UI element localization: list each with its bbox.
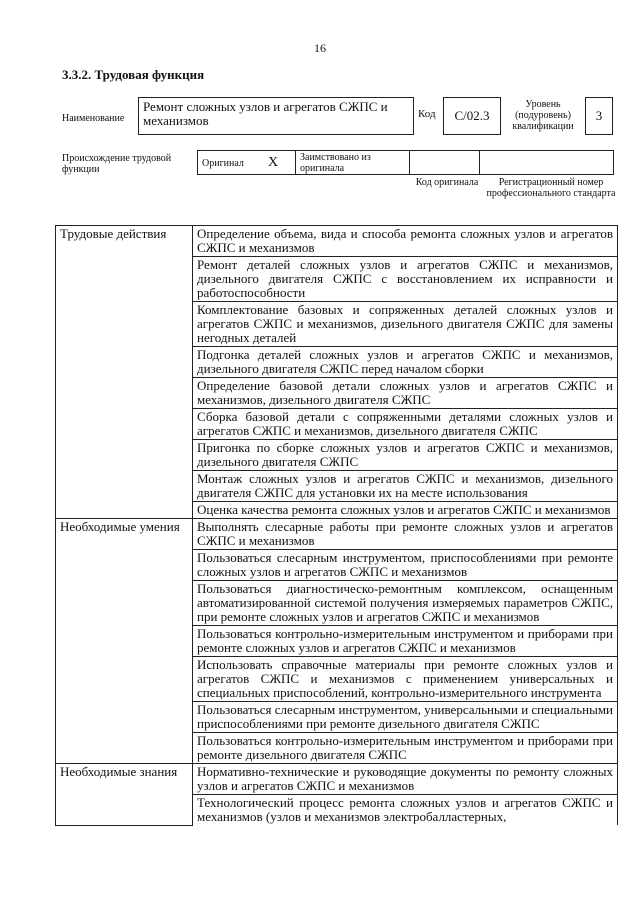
section-title: 3.3.2. Трудовая функция	[62, 67, 205, 82]
name-value: Ремонт сложных узлов и агрегатов СЖПС и механизмов	[138, 97, 414, 135]
section-item: Монтаж сложных узлов и агрегатов СЖПС и механизмов, дизельного двигателя СЖПС для установки их на месте использования	[193, 471, 618, 502]
code-label: Код	[418, 108, 436, 120]
level-label: Уровень (подуровень) квалификации	[512, 99, 574, 132]
section-item: Определение базовой детали сложных узлов и агрегатов СЖПС и механизмов, дизельного двигателя СЖПС	[193, 378, 618, 409]
section-item: Пользоваться слесарным инструментом, универсальными и специальными приспособлениями при ремонте дизельного двигателя СЖПС	[193, 702, 618, 733]
code-original-caption: Код оригинала	[415, 177, 479, 188]
section-item: Нормативно-технические и руководящие документы по ремонту сложных узлов и агрегатов СЖПС и механизмов	[193, 764, 618, 795]
function-table	[55, 225, 618, 826]
table-row	[56, 519, 618, 550]
borrowed-cell	[296, 151, 410, 174]
origin-label: Происхождение трудовой функции	[62, 153, 172, 175]
table-row	[56, 764, 618, 795]
section-item: Оценка качества ремонта сложных узлов и агрегатов СЖПС и механизмов	[193, 502, 618, 519]
original-mark: X	[268, 155, 279, 170]
section-item: Выполнять слесарные работы при ремонте сложных узлов и агрегатов СЖПС и механизмов	[193, 519, 618, 550]
original-label: Оригинал	[202, 158, 244, 169]
origin-table	[197, 150, 614, 175]
section-item: Комплектование базовых и сопряженных деталей сложных узлов и агрегатов СЖПС и механизмов, дизельного двигателя СЖПС для замены негодных деталей	[193, 302, 618, 347]
section-item: Пользоваться контрольно-измерительным инструментом и приборами при ремонте сложных узлов и агрегатов СЖПС и механизмов	[193, 626, 618, 657]
page-number: 16	[314, 41, 326, 55]
level-value: 3	[585, 97, 613, 135]
section-item: Пользоваться диагностическо-ремонтным комплексом, оснащенным автоматизированной системой получения измеряемых параметров СЖПС, при ремонте сложных узлов и агрегатов СЖПС и механизмов	[193, 581, 618, 626]
code-original-cell	[410, 151, 480, 174]
section-item: Сборка базовой детали с сопряженными деталями сложных узлов и агрегатов СЖПС и механизмов, дизельного двигателя СЖПС	[193, 409, 618, 440]
section-category: Необходимые знания	[56, 764, 193, 826]
name-label: Наименование	[62, 113, 125, 124]
section-item: Определение объема, вида и способа ремонта сложных узлов и агрегатов СЖПС и механизмов	[193, 226, 618, 257]
section-item: Пользоваться слесарным инструментом, приспособлениями при ремонте сложных узлов и агрегатов СЖПС и механизмов	[193, 550, 618, 581]
section-item: Ремонт деталей сложных узлов и агрегатов СЖПС и механизмов, дизельного двигателя СЖПС с восстановлением их исправности и работоспособности	[193, 257, 618, 302]
borrowed-label: Заимствовано из оригинала	[300, 152, 371, 174]
section-item: Технологический процесс ремонта сложных узлов и агрегатов СЖПС и механизмов (узлов и механизмов электробалластерных,	[193, 795, 618, 826]
table-row	[56, 226, 618, 257]
section-item: Подгонка деталей сложных узлов и агрегатов СЖПС и механизмов, дизельного двигателя СЖПС перед началом сборки	[193, 347, 618, 378]
reg-number-cell	[480, 151, 615, 174]
section-category: Необходимые умения	[56, 519, 193, 764]
section-item: Пригонка по сборке сложных узлов и агрегатов СЖПС и механизмов, дизельного двигателя СЖПС	[193, 440, 618, 471]
section-category: Трудовые действия	[56, 226, 193, 519]
section-item: Пользоваться контрольно-измерительным инструментом и приборами при ремонте дизельного двигателя СЖПС	[193, 733, 618, 764]
reg-number-caption: Регистрационный номер профессионального стандарта	[486, 177, 616, 199]
original-cell	[198, 151, 296, 174]
code-value: С/02.3	[443, 97, 501, 135]
section-item: Использовать справочные материалы при ремонте сложных узлов и агрегатов СЖПС и механизмов с применением универсальных и специальных приспособлений, контрольно-измерительного инструмента	[193, 657, 618, 702]
